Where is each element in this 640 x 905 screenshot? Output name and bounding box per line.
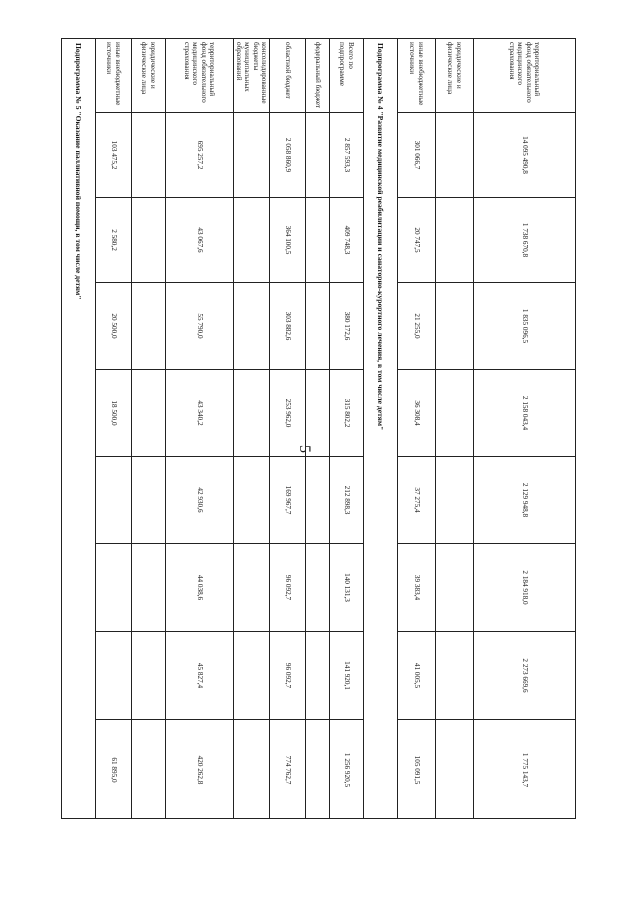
- value-cell: [436, 113, 473, 198]
- value-cell: [234, 720, 269, 820]
- value-cell: [306, 632, 329, 720]
- row-label: территориальный фонд обязательного медицинского страхования: [474, 39, 575, 113]
- page-number: 5: [296, 445, 313, 453]
- value-cell: 61 895,0: [109, 757, 118, 783]
- row-label: федеральный бюджет: [306, 39, 329, 113]
- value-cell: [306, 283, 329, 370]
- table-row: [234, 38, 270, 819]
- table-row: [306, 38, 330, 819]
- value-cell: 364 100,5: [270, 198, 305, 283]
- value-cell: [132, 283, 165, 370]
- value-cell: [132, 457, 165, 544]
- value-cell: [234, 283, 269, 370]
- table-row: [330, 38, 364, 819]
- row-label: иные внебюджетные источники: [398, 39, 435, 113]
- value-cell: 41 005,5: [398, 632, 435, 720]
- row-label: областной бюджет: [270, 39, 305, 113]
- value-cell: [132, 720, 165, 820]
- value-cell: [132, 544, 165, 632]
- value-cell: 420 262,8: [195, 755, 204, 785]
- value-cell: [436, 370, 473, 457]
- subprogram-title: Подпрограмма № 4 "Развитие медицинской реабилитации и санаторно-курортного лечения, в том числе детям": [364, 38, 398, 819]
- value-cell: 169 967,7: [270, 457, 305, 544]
- row-label: юридические и физические лица: [132, 39, 165, 113]
- budget-table: [74, 38, 576, 819]
- value-cell: 253 962,0: [270, 370, 305, 457]
- value-cell: 96 092,7: [270, 544, 305, 632]
- value-cell: [436, 198, 473, 283]
- value-cell: [436, 283, 473, 370]
- value-cell: 2 857 593,3: [330, 113, 363, 198]
- value-cell: 409 748,3: [330, 198, 363, 283]
- value-cell: 43 340,2: [166, 370, 233, 457]
- value-cell: 380 172,6: [330, 283, 363, 370]
- value-cell: 55 790,0: [166, 283, 233, 370]
- value-cell: 141 920,1: [330, 632, 363, 720]
- value-cell: 695 257,2: [166, 113, 233, 198]
- table-row: [436, 38, 474, 819]
- row-label: Всего по подпрограмме: [330, 39, 363, 113]
- value-cell: 43 067,6: [166, 198, 233, 283]
- value-cell: 37 275,4: [398, 457, 435, 544]
- value-cell: [234, 113, 269, 198]
- value-cell: [234, 370, 269, 457]
- value-cell: [234, 632, 269, 720]
- value-cell: 103 475,2: [96, 113, 131, 198]
- value-cell: [306, 544, 329, 632]
- value-cell: 21 255,0: [398, 283, 435, 370]
- value-cell: [436, 720, 473, 820]
- table-row: [96, 38, 132, 819]
- value-cell: 20 747,5: [398, 198, 435, 283]
- value-cell: [234, 544, 269, 632]
- value-cell: 2 580,2: [96, 198, 131, 283]
- value-cell: [306, 198, 329, 283]
- table-row: [270, 38, 306, 819]
- table-row: [398, 38, 436, 819]
- value-cell: 2 273 669,6: [474, 632, 575, 720]
- value-cell: [132, 632, 165, 720]
- table-row: [166, 38, 234, 819]
- value-cell: 140 131,3: [330, 544, 363, 632]
- value-cell: [234, 198, 269, 283]
- row-label: территориальный фонд обязательного медицинского страхования: [166, 39, 233, 113]
- value-cell: 96 092,7: [270, 632, 305, 720]
- value-cell: 1 835 096,5: [474, 283, 575, 370]
- value-cell: [234, 457, 269, 544]
- table-row: [132, 38, 166, 819]
- value-cell: 2 058 860,9: [270, 113, 305, 198]
- value-cell: 36 308,4: [398, 370, 435, 457]
- row-label: консолидированные бюджеты муниципальных образований: [234, 39, 269, 113]
- value-cell: [96, 632, 131, 720]
- value-cell: 45 827,4: [166, 632, 233, 720]
- value-cell: 1 256 920,5: [342, 752, 351, 788]
- row-label: юридические и физические лица: [436, 39, 473, 113]
- value-cell: 20 500,0: [96, 283, 131, 370]
- value-cell: [96, 457, 131, 544]
- value-cell: 44 038,6: [166, 544, 233, 632]
- value-cell: [132, 198, 165, 283]
- value-cell: 1 775 143,7: [520, 752, 529, 788]
- value-cell: [306, 113, 329, 198]
- value-cell: [306, 370, 329, 457]
- value-cell: 303 882,6: [270, 283, 305, 370]
- value-cell: 18 500,0: [96, 370, 131, 457]
- value-cell: [436, 457, 473, 544]
- value-cell: 105 091,5: [412, 755, 421, 785]
- value-cell: 212 898,3: [330, 457, 363, 544]
- value-cell: 14 095 490,8: [474, 113, 575, 198]
- subprogram-title: Подпрограмма № 5 "Оказание паллиативной помощи, в том числе детям": [61, 38, 96, 819]
- value-cell: [436, 544, 473, 632]
- value-cell: [306, 457, 329, 544]
- value-cell: 42 930,6: [166, 457, 233, 544]
- value-cell: 2 184 918,0: [474, 544, 575, 632]
- value-cell: 2 158 043,4: [474, 370, 575, 457]
- value-cell: [132, 113, 165, 198]
- value-cell: 301 066,7: [398, 113, 435, 198]
- value-cell: [132, 370, 165, 457]
- value-cell: 1 738 670,8: [474, 198, 575, 283]
- value-cell: 774 762,7: [283, 755, 292, 785]
- value-cell: 39 383,4: [398, 544, 435, 632]
- table-row: [474, 38, 576, 819]
- row-label: иные внебюджетные источники: [96, 39, 131, 113]
- value-cell: [306, 720, 329, 820]
- value-cell: [96, 544, 131, 632]
- value-cell: [436, 632, 473, 720]
- value-cell: 2 129 948,8: [474, 457, 575, 544]
- value-cell: 315 802,2: [330, 370, 363, 457]
